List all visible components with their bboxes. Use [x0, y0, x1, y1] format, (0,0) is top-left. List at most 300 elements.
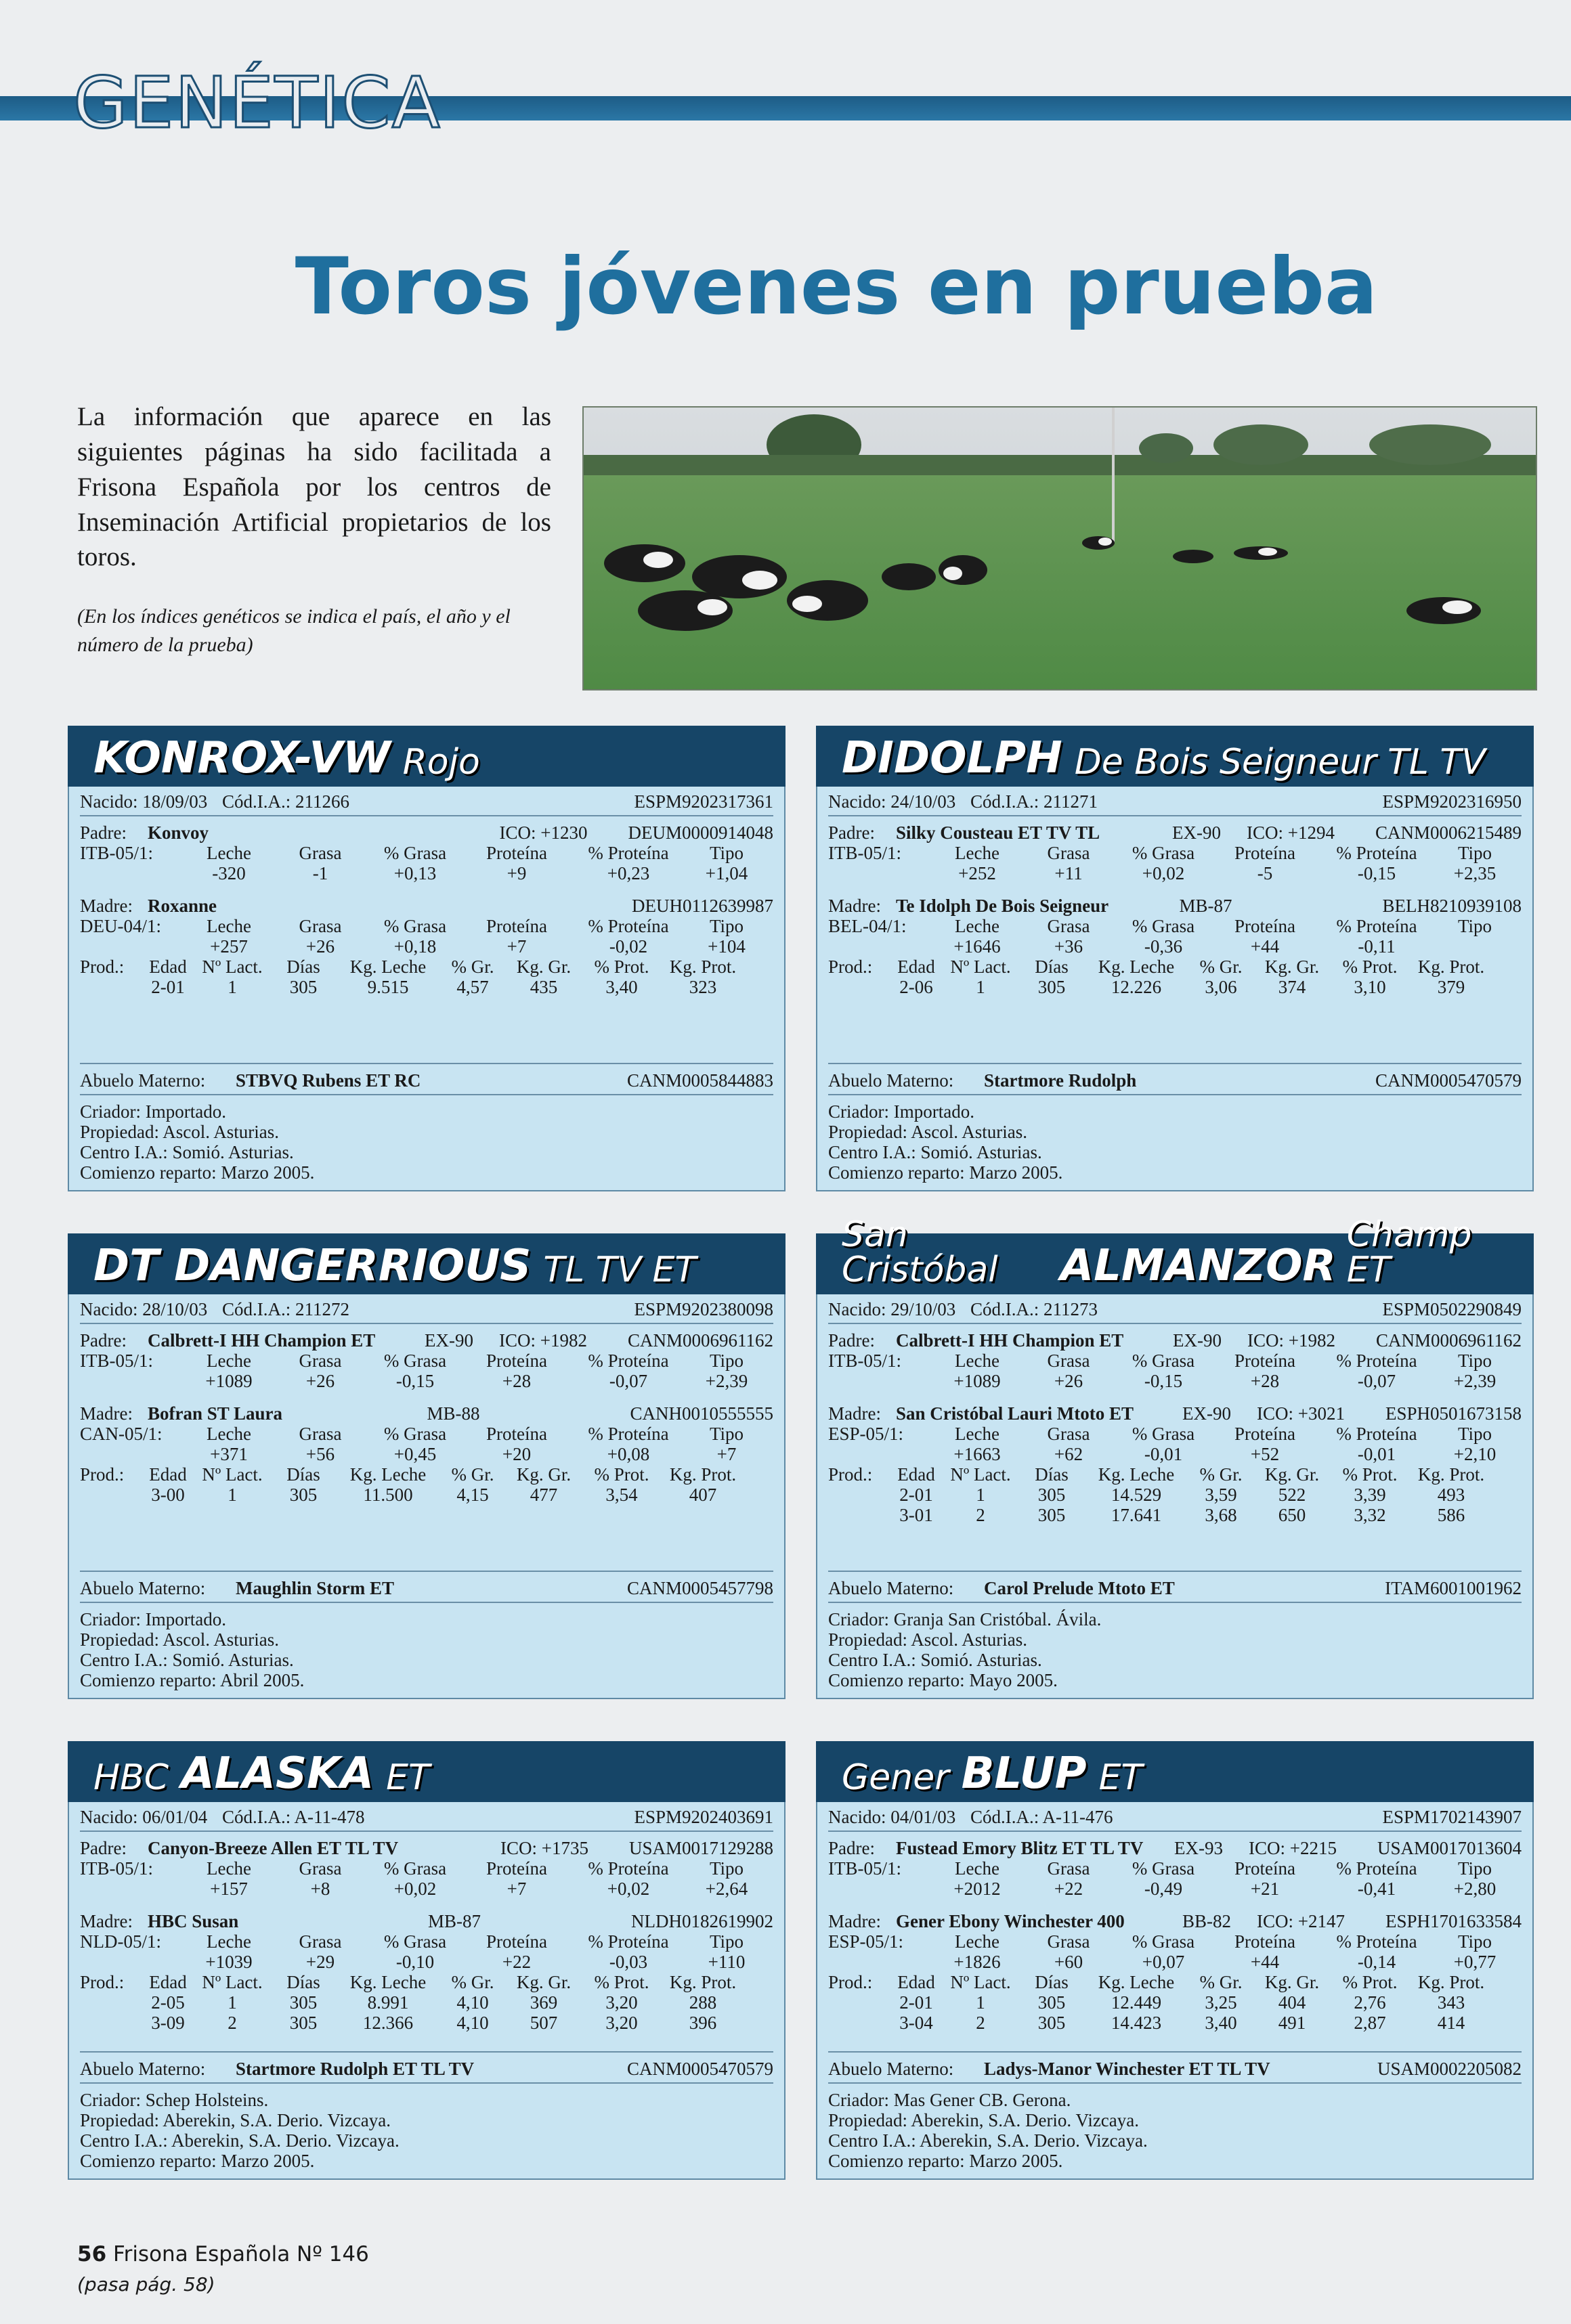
dam-proteina: +52 — [1250, 1443, 1280, 1464]
dam-class: BB-82 — [1182, 1910, 1231, 1931]
dam-code: ESPH0501673158 — [1385, 1403, 1522, 1424]
col-edad: Edad — [897, 956, 935, 977]
col-pct-proteina: % Proteína — [1336, 1931, 1417, 1952]
prod-lact: 1 — [976, 976, 985, 997]
grandsire-code: CANM0005457798 — [626, 1577, 773, 1598]
sire-pct-proteina: +0,23 — [607, 862, 650, 883]
col-kg-prot: Kg. Prot. — [669, 1971, 737, 1992]
dam-leche: +257 — [210, 936, 248, 957]
dam-code: ESPH1701633584 — [1385, 1910, 1522, 1931]
prod-pct-prot: 3,54 — [605, 1484, 638, 1505]
dam-proteina: +44 — [1250, 936, 1280, 957]
distribution-start: Comienzo reparto: Marzo 2005. — [80, 1162, 315, 1183]
prod-lact: 1 — [976, 1992, 985, 2013]
prod-kg-leche: 14.529 — [1111, 1484, 1162, 1505]
col-pct-proteina: % Proteína — [1336, 842, 1417, 863]
prod-dias: 305 — [1037, 1992, 1066, 2013]
col-grasa: Grasa — [1047, 1931, 1090, 1952]
prod-kg-prot: 407 — [689, 1484, 717, 1505]
sire-pct-grasa: -0,15 — [395, 1370, 435, 1391]
col-pct-grasa: % Grasa — [383, 1858, 447, 1879]
sire-grasa: +22 — [1054, 1878, 1083, 1899]
col-tipo: Tipo — [709, 1858, 744, 1879]
bull-name-prefix: Gener — [842, 1757, 949, 1798]
prod-lact: 2 — [976, 2012, 985, 2033]
bull-card — [68, 726, 786, 1191]
col-leche: Leche — [955, 1423, 999, 1444]
col-leche: Leche — [207, 1858, 251, 1879]
ia-code: Cód.I.A.: A-11-476 — [970, 1806, 1113, 1827]
col-tipo: Tipo — [709, 1423, 744, 1444]
col-proteina: Proteína — [1234, 842, 1295, 863]
col-dias: Días — [1035, 956, 1069, 977]
col-proteina: Proteína — [486, 1350, 547, 1371]
col-pct-prot: % Prot. — [594, 1464, 649, 1485]
owner: Propiedad: Ascol. Asturias. — [80, 1629, 279, 1650]
prod-edad: 3-00 — [151, 1484, 185, 1505]
prod-kg-gr: 491 — [1278, 2012, 1306, 2033]
dam-tipo: +2,10 — [1453, 1443, 1497, 1464]
col-pct-grasa: % Grasa — [1132, 915, 1195, 936]
bull-data — [68, 787, 786, 1191]
ai-center: Centro I.A.: Somió. Asturias. — [828, 1141, 1042, 1162]
grandsire-code: CANM0005470579 — [626, 2058, 773, 2079]
breeder: Criador: Granja San Cristóbal. Ávila. — [828, 1608, 1102, 1629]
bull-data — [816, 787, 1534, 1191]
col-pct-grasa: % Grasa — [1132, 1423, 1195, 1444]
sire-class: EX-93 — [1174, 1837, 1223, 1858]
sire-index-label: ITB-05/1: — [80, 1858, 153, 1879]
bull-name: DIDOLPH — [842, 733, 1062, 783]
sire-leche: -320 — [212, 862, 246, 883]
dam-pct-grasa: +0,18 — [393, 936, 437, 957]
prod-label: Prod.: — [828, 1971, 873, 1992]
grandsire-code: USAM0002205082 — [1377, 2058, 1522, 2079]
bull-name-header — [68, 726, 786, 787]
sire-pct-grasa: -0,15 — [1144, 1370, 1183, 1391]
prod-kg-prot: 323 — [689, 976, 717, 997]
sire-pct-proteina: -0,15 — [1357, 862, 1396, 883]
sire-class: EX-90 — [1171, 822, 1221, 843]
prod-row — [828, 978, 1522, 998]
dam-leche: +1826 — [953, 1951, 1001, 1972]
bull-data — [816, 1802, 1534, 2180]
breeder: Criador: Importado. — [828, 1101, 974, 1122]
prod-pct-prot: 3,39 — [1354, 1484, 1386, 1505]
prod-dias: 305 — [1037, 976, 1066, 997]
bull-name-header — [816, 1214, 1534, 1294]
col-proteina: Proteína — [1234, 1931, 1295, 1952]
dam-tipo: +104 — [708, 936, 746, 957]
sire-code: CANM0006215489 — [1375, 822, 1522, 843]
sire-pct-proteina: +0,02 — [607, 1878, 650, 1899]
bull-name: ALMANZOR — [1060, 1241, 1336, 1291]
page-number: 56 — [77, 2242, 107, 2266]
page-title: Toros jóvenes en prueba — [295, 241, 1378, 332]
prod-pct-prot: 2,87 — [1354, 2012, 1386, 2033]
col-tipo: Tipo — [1457, 915, 1492, 936]
distribution-start: Comienzo reparto: Marzo 2005. — [828, 2150, 1063, 2171]
col-pct-gr: % Gr. — [1199, 956, 1243, 977]
owner: Propiedad: Ascol. Asturias. — [828, 1121, 1027, 1142]
col-lact: Nº Lact. — [950, 956, 1011, 977]
bull-name-header — [816, 1741, 1534, 1802]
prod-dias: 305 — [289, 976, 318, 997]
dam-pct-grasa: -0,36 — [1144, 936, 1183, 957]
prod-edad: 3-01 — [899, 1504, 933, 1525]
prod-lact: 2 — [976, 1504, 985, 1525]
grandsire-code: ITAM6001001962 — [1385, 1577, 1522, 1598]
col-lact: Nº Lact. — [202, 1971, 263, 1992]
sire-grasa: +26 — [305, 1370, 335, 1391]
col-leche: Leche — [955, 1350, 999, 1371]
sire-grasa: +8 — [310, 1878, 330, 1899]
grandsire-label: Abuelo Materno: — [80, 2058, 206, 2079]
dam-code: BELH8210939108 — [1382, 895, 1522, 916]
dam-proteina: +44 — [1250, 1951, 1280, 1972]
prod-pct-gr: 3,40 — [1205, 2012, 1237, 2033]
bull-card — [816, 1741, 1534, 2180]
registration-code: ESPM9202316950 — [1382, 791, 1522, 812]
dam-leche: +1663 — [953, 1443, 1001, 1464]
prod-label: Prod.: — [828, 956, 873, 977]
col-leche: Leche — [955, 1858, 999, 1879]
prod-pct-gr: 3,25 — [1205, 1992, 1237, 2013]
bull-name-suffix: TL TV ET — [543, 1250, 697, 1290]
col-grasa: Grasa — [299, 1931, 342, 1952]
sire-pct-grasa: -0,49 — [1144, 1878, 1183, 1899]
sire-label: Padre: — [828, 1330, 875, 1351]
prod-row — [828, 1993, 1522, 2013]
intro-text: La información que aparece en las siguientes páginas ha sido facilitada a Frisona Española por los centros de Inseminación Artificial propietarios de los toros. — [77, 402, 551, 572]
bull-name-suffix: ET — [1098, 1757, 1143, 1798]
dam-index-label: BEL-04/1: — [828, 915, 907, 936]
dam-index-label: CAN-05/1: — [80, 1423, 163, 1444]
prod-kg-leche: 11.500 — [363, 1484, 413, 1505]
prod-dias: 305 — [1037, 2012, 1066, 2033]
dam-pct-proteina: -0,01 — [1357, 1443, 1396, 1464]
ia-code: Cód.I.A.: 211273 — [970, 1298, 1098, 1319]
prod-dias: 305 — [289, 1992, 318, 2013]
dam-label: Madre: — [80, 1910, 133, 1931]
prod-lact: 1 — [228, 976, 237, 997]
prod-dias: 305 — [289, 2012, 318, 2033]
prod-edad: 3-04 — [899, 2012, 933, 2033]
dam-name: San Cristóbal Lauri Mtoto ET — [896, 1403, 1134, 1424]
registration-code: ESPM1702143907 — [1382, 1806, 1522, 1827]
grandsire-label: Abuelo Materno: — [828, 1070, 954, 1091]
birth-date: Nacido: 24/10/03 — [828, 791, 956, 812]
prod-label: Prod.: — [80, 956, 125, 977]
prod-dias: 305 — [1037, 1504, 1066, 1525]
col-tipo: Tipo — [1457, 1350, 1492, 1371]
prod-row — [80, 1993, 773, 2013]
breeder: Criador: Importado. — [80, 1608, 226, 1629]
dam-pct-proteina: -0,02 — [609, 936, 648, 957]
sire-ico: ICO: +1982 — [1247, 1330, 1335, 1351]
col-kg-leche: Kg. Leche — [349, 1464, 427, 1485]
col-pct-grasa: % Grasa — [383, 1423, 447, 1444]
col-pct-gr: % Gr. — [451, 956, 494, 977]
ia-code: Cód.I.A.: A-11-478 — [222, 1806, 365, 1827]
col-leche: Leche — [955, 1931, 999, 1952]
dam-name: Bofran ST Laura — [148, 1403, 283, 1424]
sire-ico: ICO: +1735 — [500, 1837, 588, 1858]
prod-pct-prot: 3,10 — [1354, 976, 1386, 997]
continue-note: (pasa pág. 58) — [77, 2273, 215, 2296]
col-proteina: Proteína — [1234, 1423, 1295, 1444]
col-grasa: Grasa — [1047, 915, 1090, 936]
bull-name-prefix: San Cristóbal — [842, 1214, 998, 1290]
col-kg-prot: Kg. Prot. — [669, 956, 737, 977]
bull-name-header — [816, 726, 1534, 787]
col-leche: Leche — [207, 1350, 251, 1371]
col-edad: Edad — [149, 1971, 187, 1992]
grandsire-name: Startmore Rudolph ET TL TV — [236, 2058, 475, 2079]
sire-tipo: +2,80 — [1453, 1878, 1497, 1899]
col-kg-leche: Kg. Leche — [349, 1971, 427, 1992]
col-grasa: Grasa — [299, 915, 342, 936]
dam-leche: +1646 — [953, 936, 1001, 957]
sire-class: EX-90 — [424, 1330, 473, 1351]
sire-grasa: +26 — [1054, 1370, 1083, 1391]
owner: Propiedad: Aberekin, S.A. Derio. Vizcaya. — [80, 2109, 391, 2130]
sire-label: Padre: — [80, 822, 127, 843]
sire-index-label: ITB-05/1: — [828, 1858, 901, 1879]
grandsire-label: Abuelo Materno: — [828, 2058, 954, 2079]
col-pct-grasa: % Grasa — [1132, 1350, 1195, 1371]
prod-dias: 305 — [1037, 1484, 1066, 1505]
dam-index-label: ESP-05/1: — [828, 1931, 904, 1952]
dam-proteina: +22 — [502, 1951, 532, 1972]
prod-pct-prot: 2,76 — [1354, 1992, 1386, 2013]
col-pct-prot: % Prot. — [1342, 1971, 1398, 1992]
breeder: Criador: Importado. — [80, 1101, 226, 1122]
prod-kg-prot: 288 — [689, 1992, 717, 2013]
prod-row — [828, 1506, 1522, 1526]
prod-kg-gr: 522 — [1278, 1484, 1306, 1505]
prod-edad: 2-05 — [151, 1992, 185, 2013]
dam-pct-proteina: -0,11 — [1358, 936, 1396, 957]
col-proteina: Proteína — [1234, 1350, 1295, 1371]
col-pct-gr: % Gr. — [451, 1971, 494, 1992]
dam-name: Te Idolph De Bois Seigneur — [896, 895, 1109, 916]
col-pct-proteina: % Proteína — [1336, 1858, 1417, 1879]
sire-tipo: +2,39 — [705, 1370, 748, 1391]
col-pct-proteina: % Proteína — [1336, 1423, 1417, 1444]
registration-code: ESPM0502290849 — [1382, 1298, 1522, 1319]
bull-data — [68, 1802, 786, 2180]
grandsire-code: CANM0005470579 — [1375, 1070, 1522, 1091]
grandsire-name: Carol Prelude Mtoto ET — [984, 1577, 1175, 1598]
bull-name: ALASKA — [181, 1749, 374, 1799]
col-kg-gr: Kg. Gr. — [1264, 956, 1320, 977]
col-pct-proteina: % Proteína — [1336, 1350, 1417, 1371]
col-pct-grasa: % Grasa — [1132, 842, 1195, 863]
col-pct-prot: % Prot. — [1342, 1464, 1398, 1485]
col-grasa: Grasa — [299, 1350, 342, 1371]
col-kg-leche: Kg. Leche — [1098, 1971, 1175, 1992]
dam-tipo: +7 — [716, 1443, 737, 1464]
distribution-start: Comienzo reparto: Abril 2005. — [80, 1669, 305, 1690]
prod-edad: 2-01 — [899, 1484, 933, 1505]
col-pct-grasa: % Grasa — [383, 915, 447, 936]
sire-tipo: +1,04 — [705, 862, 748, 883]
sire-ico: ICO: +1982 — [498, 1330, 587, 1351]
section-title: GENÉTICA — [73, 62, 442, 144]
col-kg-leche: Kg. Leche — [1098, 956, 1175, 977]
sire-code: CANM0006961162 — [1375, 1330, 1522, 1351]
prod-pct-prot: 3,20 — [605, 1992, 638, 2013]
col-lact: Nº Lact. — [950, 1971, 1011, 1992]
col-tipo: Tipo — [1457, 1858, 1492, 1879]
col-grasa: Grasa — [1047, 842, 1090, 863]
col-kg-gr: Kg. Gr. — [516, 956, 572, 977]
sire-proteina: +21 — [1250, 1878, 1280, 1899]
col-proteina: Proteína — [486, 915, 547, 936]
bull-name: KONROX-VW — [93, 733, 391, 783]
sire-proteina: +28 — [1250, 1370, 1280, 1391]
prod-dias: 305 — [289, 1484, 318, 1505]
sire-code: USAM0017129288 — [628, 1837, 773, 1858]
dam-leche: +1039 — [205, 1951, 253, 1972]
col-grasa: Grasa — [1047, 1350, 1090, 1371]
ai-center: Centro I.A.: Somió. Asturias. — [828, 1649, 1042, 1670]
sire-index-label: ITB-05/1: — [828, 842, 901, 863]
dam-grasa: +56 — [305, 1443, 335, 1464]
col-proteina: Proteína — [486, 1931, 547, 1952]
distribution-start: Comienzo reparto: Mayo 2005. — [828, 1669, 1058, 1690]
col-pct-grasa: % Grasa — [1132, 1858, 1195, 1879]
col-pct-proteina: % Proteína — [588, 1423, 669, 1444]
bull-name-suffix: De Bois Seigneur TL TV — [1074, 742, 1486, 783]
col-edad: Edad — [897, 1971, 935, 1992]
col-pct-proteina: % Proteína — [588, 842, 669, 863]
sire-pct-grasa: +0,13 — [393, 862, 437, 883]
bull-card — [68, 1741, 786, 2180]
grandsire-code: CANM0005844883 — [626, 1070, 773, 1091]
sire-code: USAM0017013604 — [1377, 1837, 1522, 1858]
sire-index-label: ITB-05/1: — [80, 1350, 153, 1371]
prod-pct-gr: 4,15 — [456, 1484, 489, 1505]
owner: Propiedad: Aberekin, S.A. Derio. Vizcaya. — [828, 2109, 1140, 2130]
prod-label: Prod.: — [80, 1971, 125, 1992]
prod-kg-gr: 650 — [1278, 1504, 1306, 1525]
prod-pct-prot: 3,40 — [605, 976, 638, 997]
ai-center: Centro I.A.: Aberekin, S.A. Derio. Vizcaya. — [828, 2130, 1148, 2151]
sire-grasa: -1 — [312, 862, 328, 883]
bull-name-suffix: Rojo — [402, 742, 480, 783]
bull-card — [68, 1233, 786, 1699]
col-dias: Días — [1035, 1464, 1069, 1485]
bull-card — [816, 726, 1534, 1191]
col-kg-prot: Kg. Prot. — [1417, 1971, 1485, 1992]
cows-pasture-image — [584, 408, 1537, 690]
dam-class: MB-87 — [1179, 895, 1232, 916]
dam-code: NLDH0182619902 — [631, 1910, 773, 1931]
prod-kg-prot: 586 — [1437, 1504, 1465, 1525]
grandsire-label: Abuelo Materno: — [80, 1070, 206, 1091]
dam-code: DEUH0112639987 — [632, 895, 773, 916]
dam-pct-grasa: +0,07 — [1142, 1951, 1185, 1972]
prod-pct-gr: 3,06 — [1205, 976, 1237, 997]
birth-date: Nacido: 04/01/03 — [828, 1806, 956, 1827]
sire-pct-proteina: -0,41 — [1357, 1878, 1396, 1899]
sire-tipo: +2,39 — [1453, 1370, 1497, 1391]
col-grasa: Grasa — [299, 1423, 342, 1444]
ia-code: Cód.I.A.: 211271 — [970, 791, 1098, 812]
col-pct-proteina: % Proteína — [588, 915, 669, 936]
col-grasa: Grasa — [299, 1858, 342, 1879]
dam-pct-proteina: +0,08 — [607, 1443, 650, 1464]
dam-pct-proteina: -0,14 — [1357, 1951, 1396, 1972]
col-pct-proteina: % Proteína — [588, 1350, 669, 1371]
col-kg-gr: Kg. Gr. — [1264, 1971, 1320, 1992]
prod-pct-gr: 4,10 — [456, 1992, 489, 2013]
dam-index-label: DEU-04/1: — [80, 915, 161, 936]
prod-label: Prod.: — [80, 1464, 125, 1485]
col-grasa: Grasa — [1047, 1423, 1090, 1444]
prod-pct-prot: 3,32 — [1354, 1504, 1386, 1525]
grandsire-label: Abuelo Materno: — [80, 1577, 206, 1598]
col-proteina: Proteína — [1234, 1858, 1295, 1879]
dam-leche: +371 — [210, 1443, 248, 1464]
sire-leche: +157 — [210, 1878, 248, 1899]
prod-kg-leche: 17.641 — [1111, 1504, 1162, 1525]
col-kg-gr: Kg. Gr. — [1264, 1464, 1320, 1485]
dam-grasa: +36 — [1054, 936, 1083, 957]
col-dias: Días — [286, 1971, 320, 1992]
bull-name-header — [68, 1233, 786, 1294]
sire-label: Padre: — [80, 1330, 127, 1351]
prod-kg-gr: 477 — [530, 1484, 558, 1505]
sire-name: Konvoy — [148, 822, 209, 843]
col-tipo: Tipo — [1457, 842, 1492, 863]
bull-card — [816, 1214, 1534, 1699]
grandsire-label: Abuelo Materno: — [828, 1577, 954, 1598]
col-pct-gr: % Gr. — [1199, 1464, 1243, 1485]
dam-label: Madre: — [828, 1910, 881, 1931]
sire-ico: ICO: +1230 — [499, 822, 588, 843]
col-tipo: Tipo — [709, 842, 744, 863]
sire-label: Padre: — [828, 822, 875, 843]
dam-grasa: +60 — [1054, 1951, 1083, 1972]
magazine-name: Frisona Española — [113, 2242, 290, 2266]
bull-name-suffix: Champ ET — [1346, 1214, 1472, 1290]
registration-code: ESPM9202380098 — [634, 1298, 773, 1319]
prod-pct-gr: 3,59 — [1205, 1484, 1237, 1505]
sire-index-label: ITB-05/1: — [828, 1350, 901, 1371]
prod-edad: 3-09 — [151, 2012, 185, 2033]
col-pct-proteina: % Proteína — [588, 1931, 669, 1952]
sire-leche: +2012 — [953, 1878, 1001, 1899]
sire-leche: +1089 — [205, 1370, 253, 1391]
col-proteina: Proteína — [1234, 915, 1295, 936]
dam-tipo: +0,77 — [1453, 1951, 1497, 1972]
prod-kg-prot: 414 — [1437, 2012, 1465, 2033]
prod-kg-gr: 374 — [1278, 976, 1306, 997]
col-lact: Nº Lact. — [950, 1464, 1011, 1485]
sire-proteina: +7 — [507, 1878, 527, 1899]
col-pct-proteina: % Proteína — [588, 1858, 669, 1879]
sire-name: Silky Cousteau ET TV TL — [896, 822, 1100, 843]
dam-label: Madre: — [828, 1403, 881, 1424]
col-kg-prot: Kg. Prot. — [1417, 1464, 1485, 1485]
dam-pct-grasa: +0,45 — [393, 1443, 437, 1464]
dam-code: CANH0010555555 — [630, 1403, 773, 1424]
col-kg-leche: Kg. Leche — [1098, 1464, 1175, 1485]
sire-grasa: +11 — [1054, 862, 1083, 883]
